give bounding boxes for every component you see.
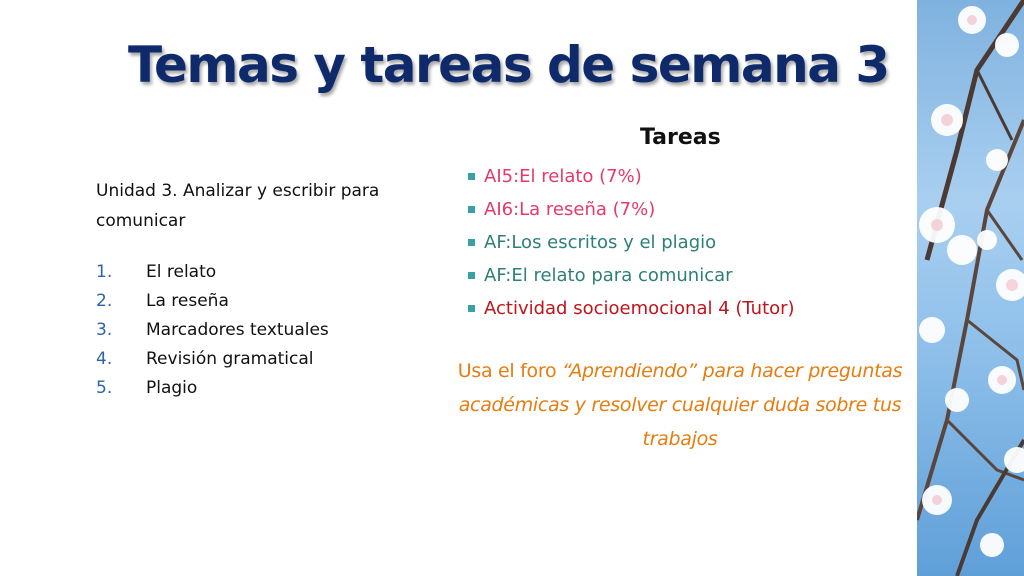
task-text: El relato (7%) (519, 166, 642, 187)
topic-item (96, 345, 329, 374)
forum-note (448, 354, 912, 456)
forum-highlight: “Aprendiendo” para hacer preguntas académicas y resolver cualquier duda sobre tus trabajos (458, 360, 903, 450)
task-list (468, 160, 795, 325)
task-text: Actividad socioemocional 4 (Tutor) (484, 298, 795, 319)
topic-label: Marcadores textuales (146, 320, 329, 340)
topic-list (96, 258, 329, 403)
task-text: El relato para comunicar (511, 265, 733, 286)
forum-prefix: Usa el foro (457, 360, 563, 382)
topic-number: 5. (96, 378, 113, 398)
square-bullet-icon (468, 305, 475, 312)
square-bullet-icon (468, 173, 475, 180)
task-item-ai5 (468, 160, 795, 193)
topic-number: 1. (96, 262, 113, 282)
unit-title: Unidad 3. Analizar y escribir para comunicar (96, 181, 380, 231)
topic-item (96, 287, 329, 316)
task-item-af-relato (468, 259, 795, 292)
task-code: AF: (484, 265, 512, 286)
topic-number: 2. (96, 291, 113, 311)
task-code: AI5: (484, 166, 520, 187)
square-bullet-icon (468, 272, 475, 279)
task-text: Los escritos y el plagio (511, 232, 717, 253)
topic-label: El relato (146, 262, 217, 282)
task-item-ai6 (468, 193, 795, 226)
topic-label: Plagio (146, 378, 198, 398)
topic-item (96, 258, 329, 287)
topic-item (96, 316, 329, 345)
topic-label: Revisión gramatical (146, 349, 314, 369)
topic-number: 3. (96, 320, 113, 340)
square-bullet-icon (468, 239, 475, 246)
task-item-socioemocional (468, 292, 795, 325)
task-code: AF: (484, 232, 512, 253)
topic-item (96, 374, 329, 403)
topic-label: La reseña (146, 291, 229, 311)
slide-title: Temas y tareas de semana 3 (128, 36, 889, 94)
topic-number: 4. (96, 349, 113, 369)
square-bullet-icon (468, 206, 475, 213)
task-code: AI6: (484, 199, 520, 220)
blossom-branch-illustration (917, 0, 1024, 576)
almond-blossom-image (917, 0, 1024, 576)
task-item-af-plagio (468, 226, 795, 259)
tasks-heading: Tareas (640, 125, 721, 150)
task-text: La reseña (7%) (519, 199, 656, 220)
